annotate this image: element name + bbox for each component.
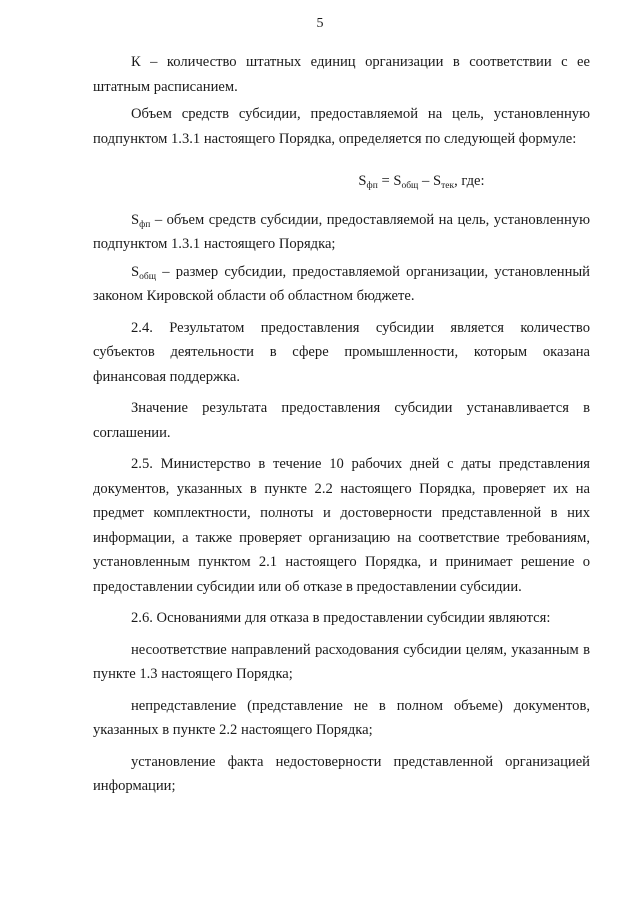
document-body bbox=[93, 50, 590, 802]
formula-minus: – S bbox=[418, 173, 442, 189]
paragraph-sobsh-definition bbox=[93, 260, 590, 309]
paragraph-refusal-3: установление факта недостоверности представленной организацией информации; bbox=[93, 753, 590, 794]
paragraph-result-value: Значение результата предоставления субсидии устанавливается в соглашении. bbox=[93, 400, 590, 441]
formula-sub2: общ bbox=[401, 181, 419, 191]
paragraph-refusal-1: несоответствие направлений расходования субсидии целям, указанным в пункте 1.3 настоящего Порядка; bbox=[93, 641, 590, 682]
formula bbox=[253, 169, 590, 194]
paragraph-2-4: 2.4. Результатом предоставления субсидии является количество субъектов деятельности в сфере промышленности, которым оказана финансовая поддержка. bbox=[93, 319, 590, 385]
sfp-symbol: S bbox=[131, 211, 140, 228]
sobsh-symbol: S bbox=[131, 263, 140, 280]
paragraph-k-definition: К – количество штатных единиц организации в соответствии с ее штатным расписанием. bbox=[93, 54, 590, 95]
paragraph-formula-intro: Объем средств субсидии, предоставляемой на цель, установленную подпунктом 1.3.1 настоящего Порядка, определяется по следующей формуле: bbox=[93, 106, 590, 147]
formula-s1: S bbox=[358, 173, 367, 189]
formula-sub1: фп bbox=[366, 181, 378, 191]
sobsh-text: – размер субсидии, предоставляемой организации, установленный законом Кировской области об областном бюджете. bbox=[93, 263, 590, 304]
sfp-text: – объем средств субсидии, предоставляемой на цель, установленную подпунктом 1.3.1 настоящего Порядка; bbox=[93, 211, 590, 252]
paragraph-refusal-2: непредставление (представление не в полном объеме) документов, указанных в пункте 2.2 настоящего Порядка; bbox=[93, 697, 590, 738]
paragraph-2-5: 2.5. Министерство в течение 10 рабочих дней с даты представления документов, указанных в пункте 2.2 настоящего Порядка, проверяет их на предмет комплектности, полноты и достоверности представленной в них информации, а также проверяет организацию на соответствие требованиям, установленным пунктом 2.1 настоящего Порядка, и принимает решение о предоставлении субсидии или об отказе в предоставлении субсидии. bbox=[93, 456, 590, 595]
sfp-subscript: фп bbox=[139, 219, 151, 230]
formula-tail: , где: bbox=[454, 173, 485, 189]
paragraph-2-6: 2.6. Основаниями для отказа в предоставлении субсидии являются: bbox=[131, 610, 551, 626]
paragraph-sfp-definition bbox=[93, 208, 590, 257]
sobsh-subscript: общ bbox=[139, 271, 157, 282]
formula-eq: = S bbox=[377, 173, 402, 189]
page-number: 5 bbox=[316, 16, 324, 31]
formula-sub3: тек bbox=[441, 181, 455, 191]
